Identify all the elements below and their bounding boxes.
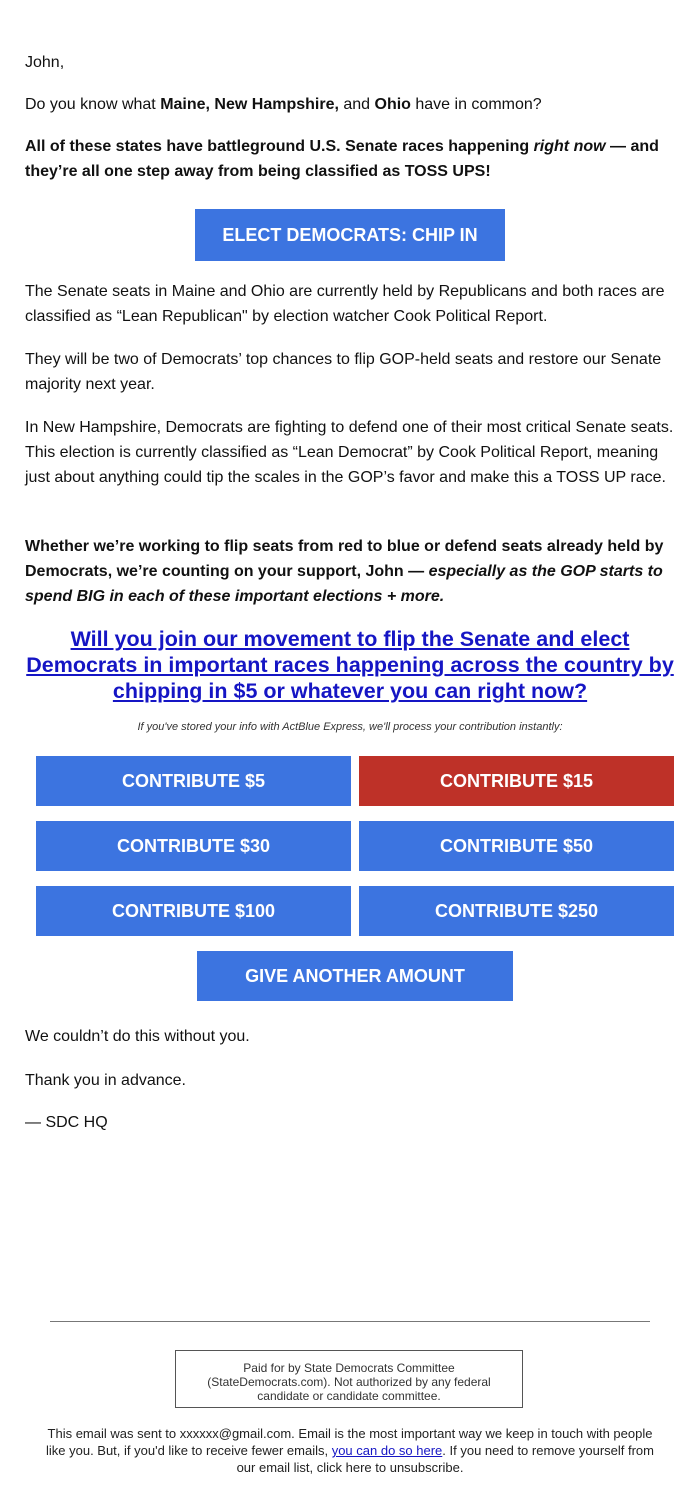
closing-thanks: We couldn’t do this without you. <box>25 1028 250 1045</box>
ask-link[interactable]: Will you join our movement to flip the Senate and elect Democrats in important races happening across the country by chipping in $5 or whatever you can right now? <box>26 627 674 703</box>
greeting: John, <box>25 54 65 71</box>
contribute-50-button[interactable]: CONTRIBUTE $50 <box>359 821 674 871</box>
elect-democrats-chip-in-button[interactable]: ELECT DEMOCRATS: CHIP IN <box>195 209 505 261</box>
contribute-100-button[interactable]: CONTRIBUTE $100 <box>36 886 351 936</box>
paragraph-maine-ohio: The Senate seats in Maine and Ohio are currently held by Republicans and both races are classified as “Lean Republican" by election watcher Cook Political Report. <box>25 283 665 325</box>
actblue-note: If you've stored your info with ActBlue Express, we'll process your contribution instantly: <box>137 721 563 733</box>
closing-advance: Thank you in advance. <box>25 1072 186 1089</box>
contribute-30-button[interactable]: CONTRIBUTE $30 <box>36 821 351 871</box>
paid-for-disclaimer: Paid for by State Democrats Committee (StateDemocrats.com). Not authorized by any federal candidate or candidate committee. <box>175 1350 523 1408</box>
footer-divider <box>50 1321 650 1322</box>
paragraph-top-chances: They will be two of Democrats’ top chances to flip GOP-held seats and restore our Senate majority next year. <box>25 351 662 393</box>
footer-text: This email was sent to xxxxxx@gmail.com. Email is the most important way we keep in touch with people like you. But, if you'd like to receive fewer emails, you can do so here. If you need to remove yourself from our email list, click here to unsubscribe. <box>45 1426 654 1475</box>
give-another-amount-button[interactable]: GIVE ANOTHER AMOUNT <box>197 951 513 1001</box>
signature: — SDC HQ <box>25 1114 108 1131</box>
contribute-15-button[interactable]: CONTRIBUTE $15 <box>359 756 674 806</box>
contribute-5-button[interactable]: CONTRIBUTE $5 <box>36 756 351 806</box>
paragraph-new-hampshire: In New Hampshire, Democrats are fighting to defend one of their most critical Senate seats. This election is currently classified as “Lean Democrat” by Cook Political Report, meaning just about anything could tip the scales in the GOP’s favor and make this a TOSS UP race. <box>25 419 674 486</box>
fewer-emails-link[interactable]: you can do so here <box>331 1443 443 1458</box>
contribute-250-button[interactable]: CONTRIBUTE $250 <box>359 886 674 936</box>
alert-text: All of these states have battleground U.S. Senate races happening right now — and they’re all one step away from being classified as TOSS UPS! <box>25 138 659 180</box>
paragraph-support: Whether we’re working to flip seats from red to blue or defend seats already held by Democrats, we’re counting on your support, John — especially as the GOP starts to spend BIG in each of these important elections + more. <box>25 538 664 605</box>
intro-text: Do you know what Maine, New Hampshire, and Ohio have in common? <box>25 96 542 113</box>
